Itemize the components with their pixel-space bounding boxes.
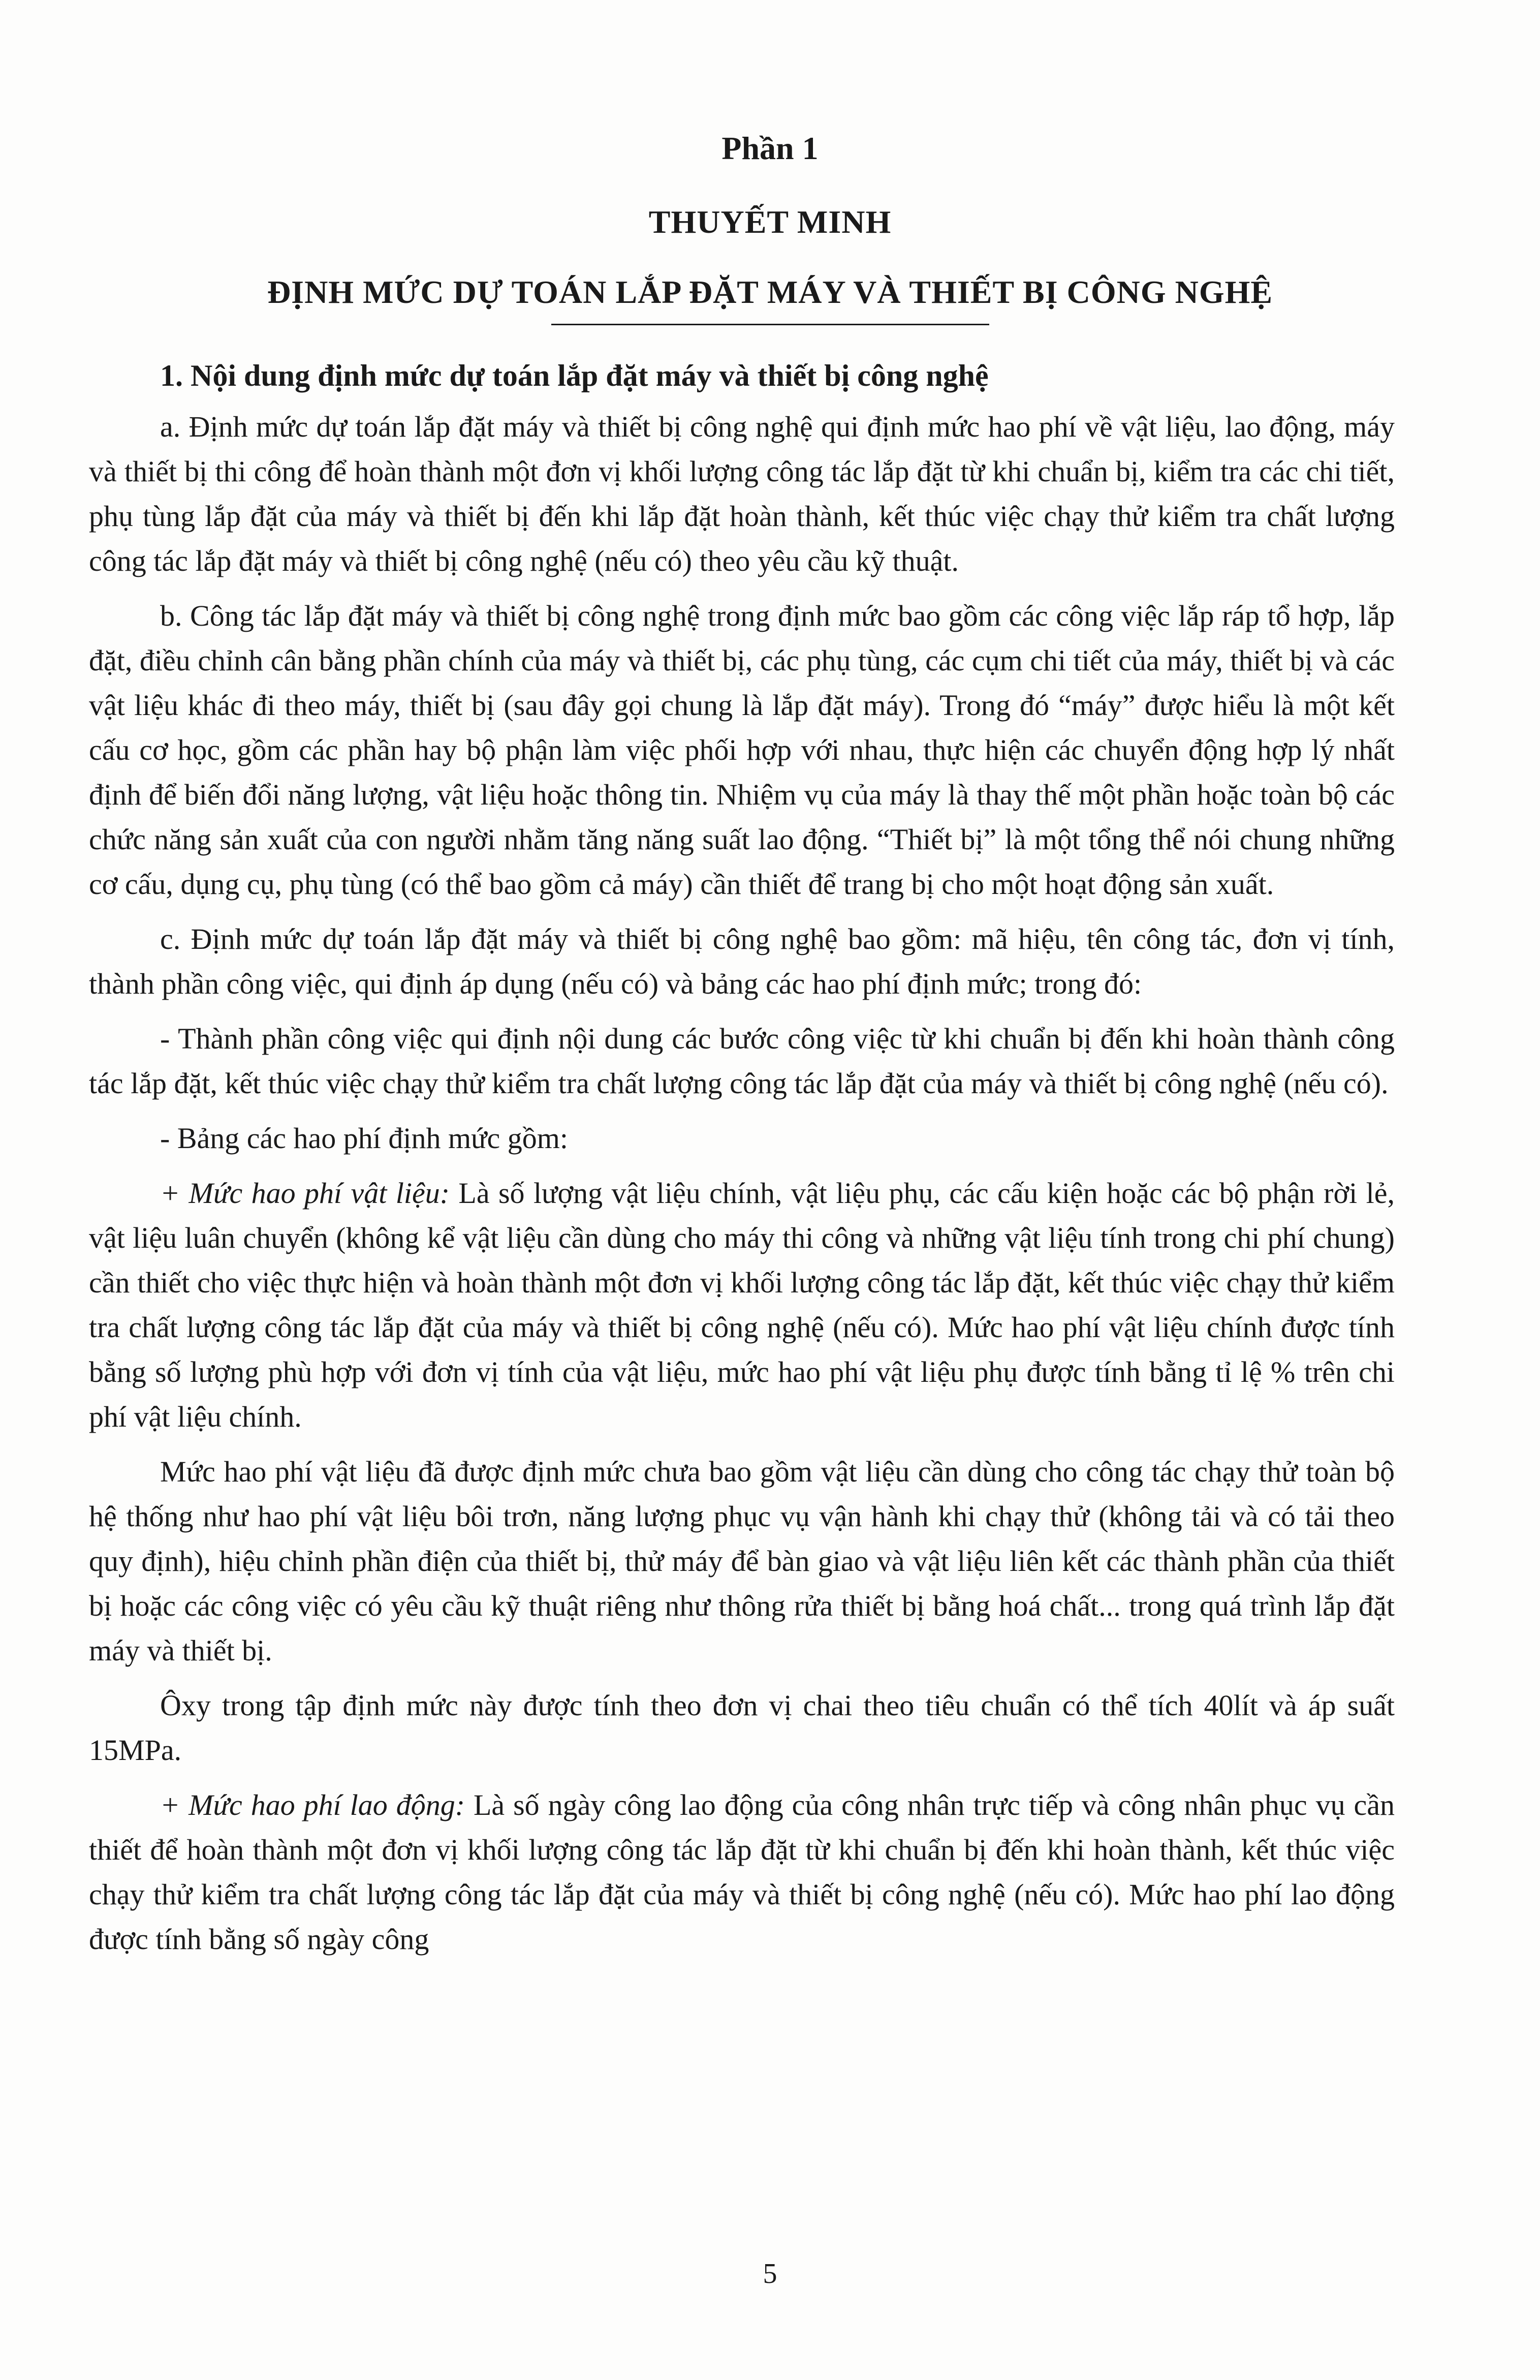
paragraph-b: b. Công tác lắp đặt máy và thiết bị công nghệ trong định mức bao gồm các công việc lắp ráp tổ hợp, lắp đặt, điều chỉnh cân bằng phần chính của máy và thiết bị, các phụ tùng, các cụm chi tiết của máy, thiết bị và các vật liệu khác đi theo máy, thiết bị (sau đây gọi chung là lắp đặt máy). Trong đó “máy” được hiểu là một kết cấu cơ học, gồm các phần hay bộ phận làm việc phối hợp với nhau, thực hiện các chuyển động hợp lý nhất định để biến đổi năng lượng, vật liệu hoặc thông tin. Nhiệm vụ của máy là thay thế một phần hoặc toàn bộ các chức năng sản xuất của con người nhằm tăng năng suất lao động. “Thiết bị” là một tổng thể nói chung những cơ cấu, dụng cụ, phụ tùng (có thể bao gồm cả máy) cần thiết để trang bị cho một hoạt động sản xuất. [89,599,1395,901]
labor-cost-text: Là số ngày công lao động của công nhân trực tiếp và công nhân phục vụ cần thiết để hoàn thành một đơn vị khối lượng công tác lắp đặt từ khi chuẩn bị đến khi hoàn thành, kết thúc việc chạy thử kiểm tra chất lượng công tác lắp đặt của máy và thiết bị công nghệ (nếu có). Mức hao phí lao động được tính bằng số ngày công [89,1788,1395,1956]
title-underline [551,324,989,325]
document-title: ĐỊNH MỨC DỰ TOÁN LẮP ĐẶT MÁY VÀ THIẾT BỊ CÔNG NGHỆ [267,274,1273,310]
section-heading: 1. Nội dung định mức dự toán lắp đặt máy và thiết bị công nghệ [160,359,989,392]
material-cost-label: + Mức hao phí vật liệu: [160,1177,450,1210]
paragraph-c-cost-table: - Bảng các hao phí định mức gồm: [160,1122,568,1155]
paragraph-material-cost [89,1171,1395,1439]
paragraph-labor-cost [89,1783,1395,1962]
section-subtitle: THUYẾT MINH [648,204,892,240]
paragraph-c: c. Định mức dự toán lắp đặt máy và thiết bị công nghệ bao gồm: mã hiệu, tên công tác, đơn vị tính, thành phần công việc, qui định áp dụng (nếu có) và bảng các hao phí định mức; trong đó: [89,922,1395,1000]
material-cost-text: Là số lượng vật liệu chính, vật liệu phụ, các cấu kiện hoặc các bộ phận rời lẻ, vật liệu luân chuyển (không kể vật liệu cần dùng cho máy thi công và những vật liệu tính trong chi phí chung) cần thiết cho việc thực hiện và hoàn thành một đơn vị khối lượng công tác lắp đặt, kết thúc việc chạy thử kiểm tra chất lượng công tác lắp đặt của máy và thiết bị công nghệ (nếu có). Mức hao phí vật liệu chính được tính bằng số lượng phù hợp với đơn vị tính của vật liệu, mức hao phí vật liệu phụ được tính bằng tỉ lệ % trên chi phí vật liệu chính. [89,1177,1395,1433]
document-body [89,351,1395,1972]
part-heading: Phần 1 [721,130,819,166]
paragraph-a: a. Định mức dự toán lắp đặt máy và thiết bị công nghệ qui định mức hao phí về vật liệu, lao động, máy và thiết bị thi công để hoàn thành một đơn vị khối lượng công tác lắp đặt từ khi chuẩn bị, kiểm tra các chi tiết, phụ tùng lắp đặt của máy và thiết bị đến khi lắp đặt hoàn thành, kết thúc việc chạy thử kiểm tra chất lượng công tác lắp đặt máy và thiết bị công nghệ (nếu có) theo yêu cầu kỹ thuật. [89,410,1395,577]
page-number: 5 [763,2258,777,2290]
paragraph-c-work-components: - Thành phần công việc qui định nội dung các bước công việc từ khi chuẩn bị đến khi hoàn thành công tác lắp đặt, kết thúc việc chạy thử kiểm tra chất lượng công tác lắp đặt của máy và thiết bị công nghệ (nếu có). [89,1022,1395,1100]
paragraph-oxygen-note: Ôxy trong tập định mức này được tính theo đơn vị chai theo tiêu chuẩn có thể tích 40lít và áp suất 15MPa. [89,1689,1395,1767]
labor-cost-label: + Mức hao phí lao động: [160,1788,465,1821]
paragraph-material-note: Mức hao phí vật liệu đã được định mức chưa bao gồm vật liệu cần dùng cho công tác chạy thử toàn bộ hệ thống như hao phí vật liệu bôi trơn, năng lượng phục vụ vận hành khi chạy thử (không tải và có tải theo quy định), hiệu chỉnh phần điện của thiết bị, thử máy để bàn giao và vật liệu liên kết các thành phần của thiết bị hoặc các công việc có yêu cầu kỹ thuật riêng như thông rửa thiết bị bằng hoá chất... trong quá trình lắp đặt máy và thiết bị. [89,1455,1395,1667]
